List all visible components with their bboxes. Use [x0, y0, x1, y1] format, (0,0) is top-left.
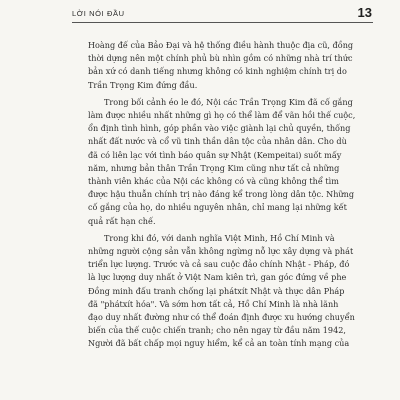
text-line: bản xứ có danh tiếng nhưng không có kinh nghiệm chính trị do	[88, 66, 347, 77]
text-line: đạo duy nhất đường như có thể đoán định được xu hướng chuyển	[88, 312, 355, 323]
header-rule	[72, 22, 373, 23]
text-line: Trần Trọng Kim đứng đầu.	[88, 79, 198, 90]
text-line: được hậu thuẫn chính trị nào đáng kể trong lòng dân tộc. Những	[88, 189, 355, 200]
text-line: những người cộng sản vẫn không ngừng nỗ lực xây dựng và phát	[88, 246, 354, 257]
text-line: là lực lượng duy nhất ở Việt Nam kiên trì, gan góc đứng về phe	[88, 272, 347, 283]
text-line: Hoàng đế của Bảo Đại và hệ thống điều hành thuộc địa cũ, đồng	[88, 40, 354, 50]
text-line: đã có liên lạc với tình báo quân sự Nhật (Kempeitai) suốt mấy	[88, 149, 342, 160]
text-line: Trong bối cảnh éo le đó, Nội các Trần Trọng Kim đã cố gắng	[104, 96, 353, 107]
text-line: nhất đất nước và cổ vũ tinh thần dân tộc của nhân dân. Cho dù	[88, 136, 347, 147]
text-line: Người đã bất chấp mọi nguy hiểm, kể cả an toàn tính mạng của	[88, 338, 350, 349]
section-label: LỜI NÓI ĐẦU	[72, 9, 125, 18]
text-line: triển lực lượng. Trước và cả sau cuộc đảo chính Nhật - Pháp, đó	[88, 259, 350, 270]
text-line: biến của thế cuộc chiến tranh; cho nên ngay từ đầu năm 1942,	[88, 325, 346, 336]
text-line: đã "phátxít hóa". Và sớm hơn tất cả, Hồ Chí Minh là nhà lãnh	[88, 298, 339, 309]
text-line: thời dựng nên một chính phủ bù nhìn gồm có những nhà trí thức	[88, 53, 353, 64]
text-line: làm được nhiều nhất những gì họ có thể làm để vãn hồi thế cuộc,	[88, 110, 356, 121]
body-text	[88, 39, 356, 355]
text-line: quả rất hạn chế.	[88, 215, 156, 226]
text-line: Trong khi đó, với danh nghĩa Việt Minh, Hồ Chí Minh và	[104, 232, 335, 243]
text-line: thành viên khác của Nội các không có và cũng không thể tìm	[88, 176, 339, 187]
text-line: cố gắng của họ, do nhiều nguyên nhân, chỉ mang lại những kết	[88, 202, 347, 213]
page-number: 13	[357, 5, 372, 20]
text-line: ổn định tình hình, góp phần vào việc giành lại chủ quyền, thống	[88, 123, 351, 134]
text-line: Đồng minh đấu tranh chống lại phátxít Nhật và thực dân Pháp	[88, 285, 345, 296]
text-line: năm, nhưng bản thân Trần Trọng Kim cũng như tất cả những	[88, 162, 340, 173]
paragraph-3	[88, 232, 355, 351]
paragraph-1	[88, 39, 354, 92]
paragraph-2	[88, 96, 356, 228]
